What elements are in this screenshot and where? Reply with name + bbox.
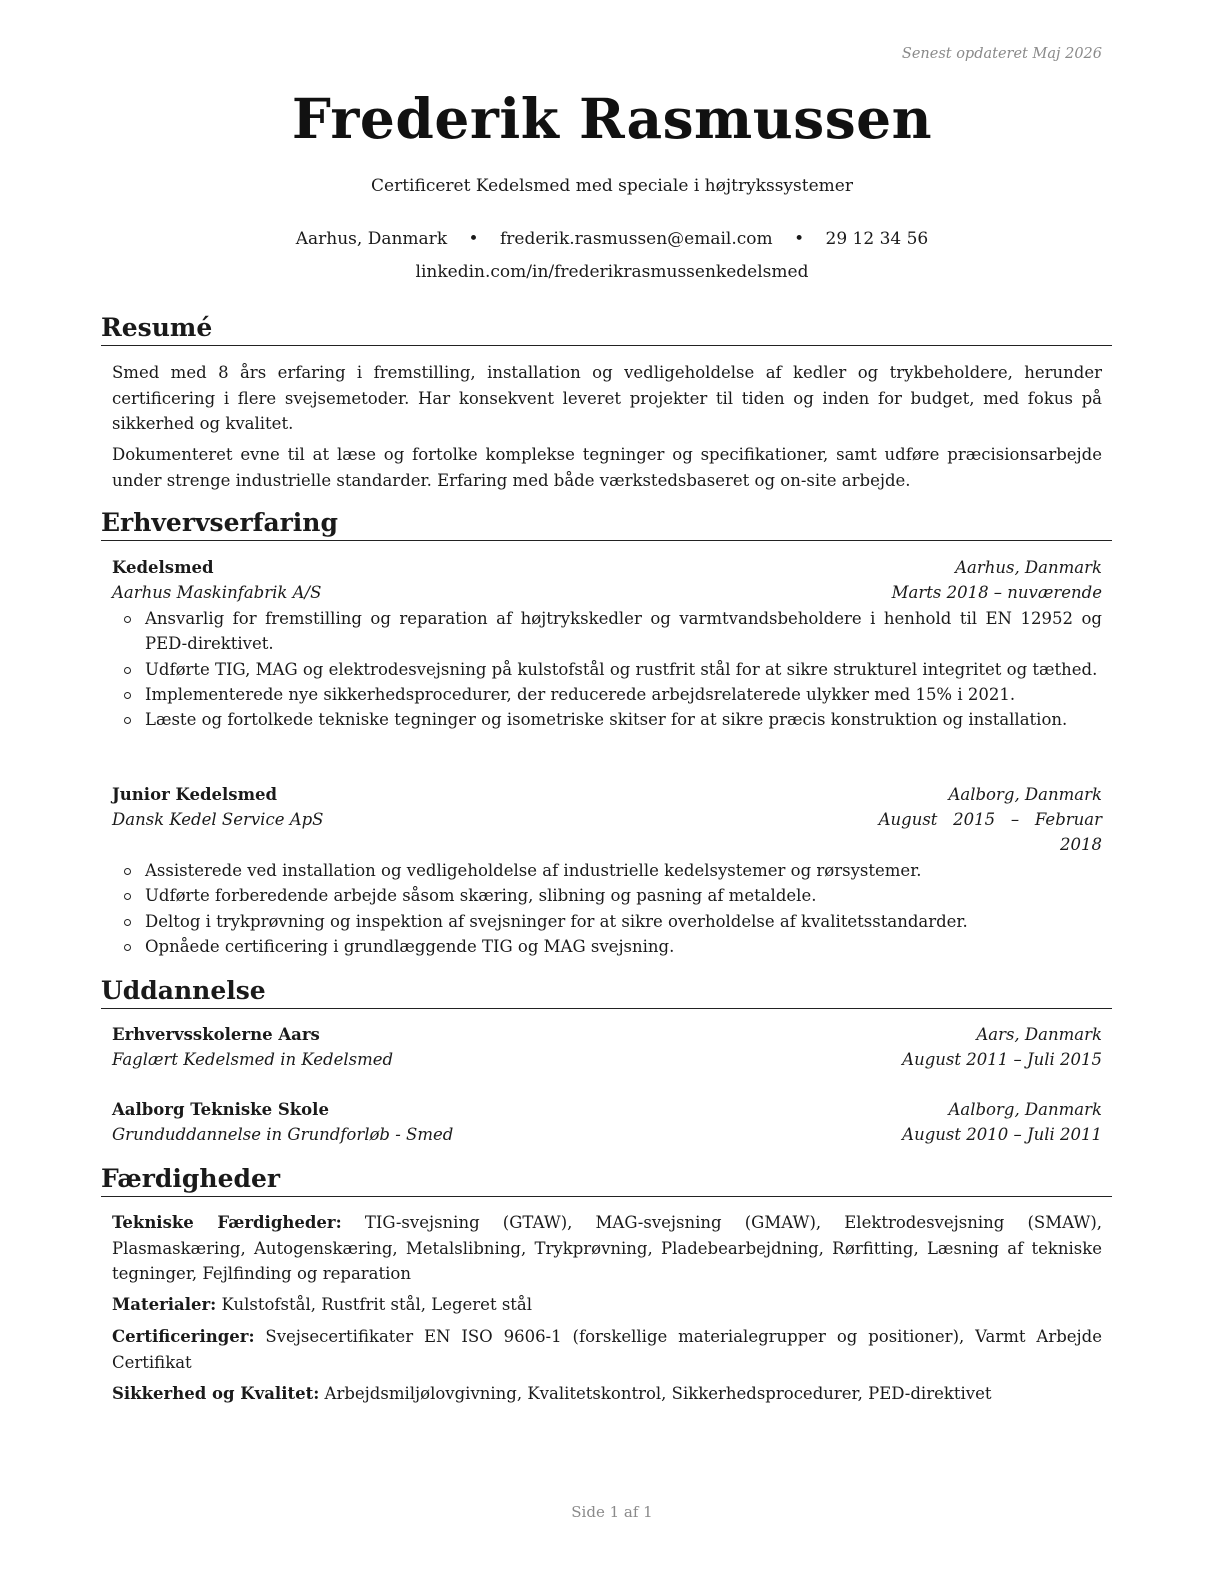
job-location: Aarhus, Danmark [955,558,1102,577]
skill-group-technical [112,1210,1102,1287]
candidate-name: Frederik Rasmussen [291,86,933,151]
section-heading-education: Uddannelse [101,976,1112,1009]
skill-value: Arbejdsmiljølovgivning, Kvalitetskontrol, Sikkerhedsprocedurer, PED-direktivet [324,1384,992,1403]
job-company: Aarhus Maskinfabrik A/S [112,583,322,602]
job-header [112,782,1102,807]
job-role: Junior Kedelsmed [112,785,278,804]
job-dates-continued [112,832,1102,857]
education-location: Aalborg, Danmark [948,1100,1102,1119]
summary-paragraph-2: Dokumenteret evne til at læse og fortolke komplekse tegninger og specifikationer, samt udføre præcisionsarbejde under strenge industrielle standarder. Erfaring med både værkstedsbaseret og on-site arbejde. [112,445,1102,490]
professional-title: Certificeret Kedelsmed med speciale i højtrykssystemer [371,176,853,196]
education-header [112,1022,1102,1047]
skill-group-materials [112,1292,1102,1318]
skill-group-safety [112,1381,1102,1407]
contact-line [0,229,1224,249]
skill-label: Certificeringer: [112,1327,255,1346]
summary-paragraph-1: Smed med 8 års erfaring i fremstilling, installation og vedligeholdelse af kedler og trykbeholdere, herunder certificering i flere svejsemetoder. Har konsekvent leveret projekter til tiden og inden for budget, med fokus på sikkerhed og kvalitet. [112,363,1102,433]
section-heading-summary: Resumé [101,313,1112,346]
education-dates: August 2011 – Juli 2015 [902,1050,1102,1069]
list-item: Udførte TIG, MAG og elektrodesvejsning på kulstofstål og rustfrit stål for at sikre strukturel integritet og tæthed. [112,657,1102,682]
education-degree: Faglært Kedelsmed in Kedelsmed [112,1050,394,1069]
linkedin-link[interactable]: linkedin.com/in/frederikrasmussenkedelsmed [415,262,809,282]
list-item: Læste og fortolkede tekniske tegninger og isometriske skitser for at sikre præcis konstruktion og installation. [112,707,1102,732]
job-dates-year: 2018 [1060,835,1102,854]
skill-value: TIG-svejsning (GTAW), MAG-svejsning (GMAW), Elektrodesvejsning (SMAW), Plasmaskæring, Autogenskæring, Metalslibning, Trykprøvning, Pladebearbejdning, Rørfitting, Læsning af tekniske tegninger, Fejlfinding og reparation [112,1213,1103,1283]
skill-label: Sikkerhed og Kvalitet: [112,1384,320,1403]
list-item: Assisterede ved installation og vedligeholdelse af industrielle kedelsystemer og rørsystemer. [112,858,1102,883]
job-subheader [112,807,1102,832]
job-bullets [112,606,1102,732]
list-item: Deltog i trykprøvning og inspektion af svejsninger for at sikre overholdelse af kvalitetsstandarder. [112,909,1102,934]
list-item: Udførte forberedende arbejde såsom skæring, slibning og pasning af metaldele. [112,883,1102,908]
job-header [112,555,1102,580]
job-dates: August 2015 – Februar [878,810,1102,829]
education-dates: August 2010 – Juli 2011 [902,1125,1102,1144]
skill-value: Svejsecertifikater EN ISO 9606-1 (forskellige materialegrupper og positioner), Varmt Arbejde Certifikat [112,1327,1102,1372]
job-dates: Marts 2018 – nuværende [891,583,1102,602]
skill-value: Kulstofstål, Rustfrit stål, Legeret stål [221,1295,533,1314]
bullet-separator: • [468,229,479,249]
education-subheader [112,1122,1102,1147]
education-subheader [112,1047,1102,1072]
job-role: Kedelsmed [112,558,214,577]
contact-email[interactable]: frederik.rasmussen@email.com [499,229,773,249]
contact-location: Aarhus, Danmark [295,229,448,249]
skill-label: Materialer: [112,1295,217,1314]
list-item: Opnåede certificering i grundlæggende TIG og MAG svejsning. [112,934,1102,959]
education-degree: Grunduddannelse in Grundforløb - Smed [112,1125,454,1144]
list-item: Implementerede nye sikkerhedsprocedurer, der reducerede arbejdsrelaterede ulykker med 15% i 2021. [112,682,1102,707]
job-bullets [112,858,1102,959]
section-heading-skills: Færdigheder [101,1164,1112,1197]
last-updated: Senest opdateret Maj 2026 [901,46,1102,62]
contact-phone: 29 12 34 56 [825,229,929,249]
education-location: Aars, Danmark [976,1025,1102,1044]
job-subheader [112,580,1102,605]
education-school: Aalborg Tekniske Skole [112,1100,329,1119]
job-company: Dansk Kedel Service ApS [112,810,324,829]
list-item: Ansvarlig for fremstilling og reparation af højtrykskedler og varmtvandsbeholdere i henhold til EN 12952 og PED-direktivet. [112,606,1102,657]
education-header [112,1097,1102,1122]
bullet-separator: • [794,229,805,249]
education-school: Erhvervsskolerne Aars [112,1025,320,1044]
job-location: Aalborg, Danmark [948,785,1102,804]
skill-label: Tekniske Færdigheder: [112,1213,342,1232]
section-heading-experience: Erhvervserfaring [101,508,1112,541]
page-number: Side 1 af 1 [571,1503,653,1521]
skill-group-certifications [112,1324,1102,1375]
